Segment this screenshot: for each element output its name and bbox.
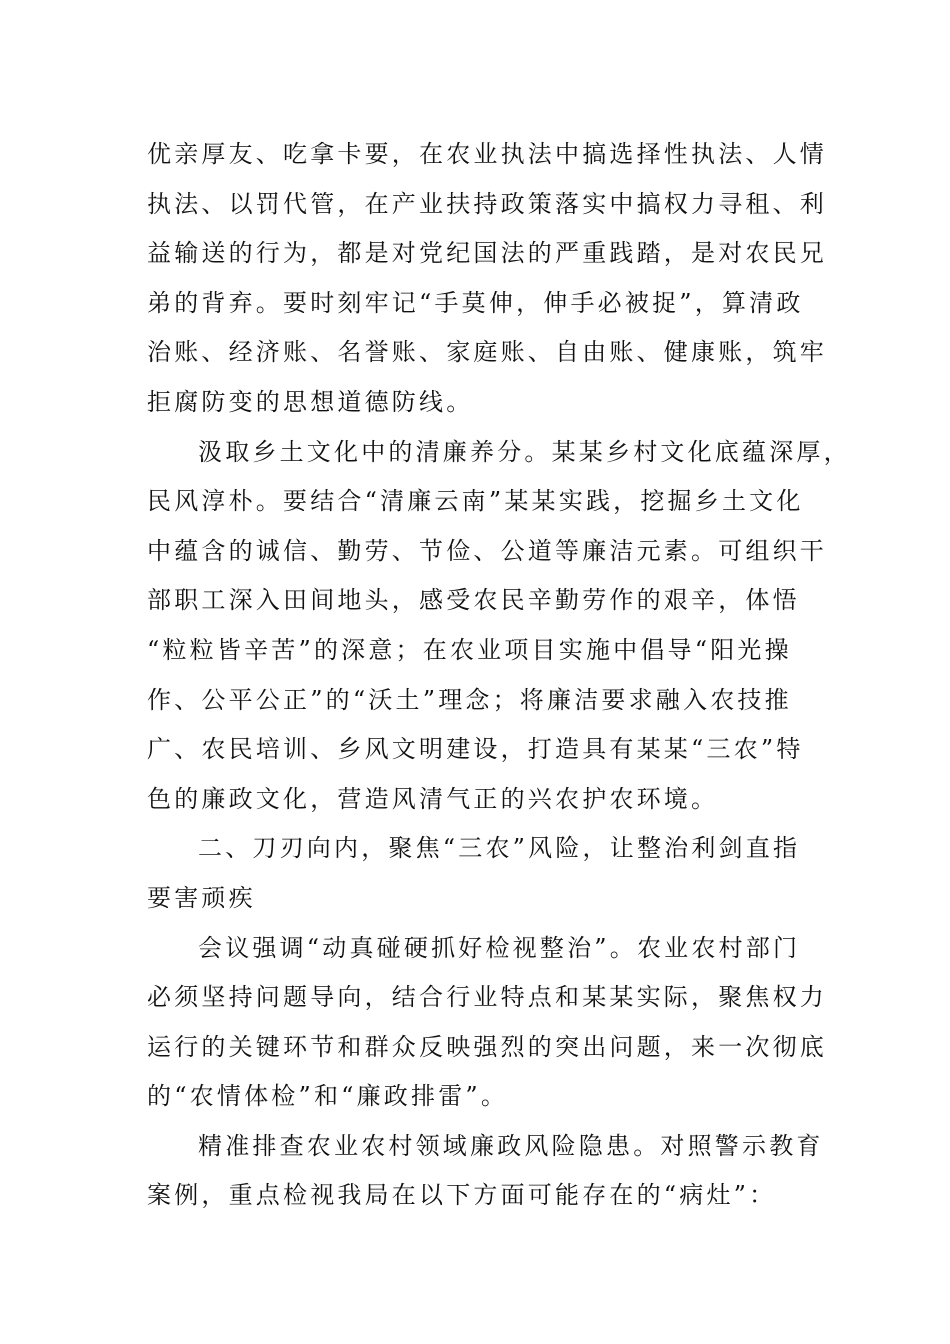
text-line: 拒腐防变的思想道德防线。 (147, 387, 474, 416)
text-line: 民风淳朴。要结合“清廉云南”某某实践，挖掘乡土文化 (147, 487, 804, 516)
text-line: “粒粒皆辛苦”的深意；在农业项目实施中倡导“阳光操 (147, 635, 792, 664)
text-line: 治账、经济账、名誉账、家庭账、自由账、健康账，筑牢 (147, 338, 827, 367)
text-line: 的“农情体检”和“廉政排雷”。 (147, 1082, 509, 1111)
text-line: 部职工深入田间地头，感受农民辛勤劳作的艰辛，体悟 (147, 586, 800, 615)
paragraph-start-line: 精准排查农业农村领域廉政风险隐患。对照警示教育 (198, 1131, 824, 1160)
text-line: 优亲厚友、吃拿卡要，在农业执法中搞选择性执法、人情 (147, 140, 827, 168)
section-heading-line: 二、刀刃向内，聚焦“三农”风险，让整治利剑直指 (198, 834, 801, 863)
text-line: 案例，重点检视我局在以下方面可能存在的“病灶”： (147, 1181, 777, 1210)
section-heading-line: 要害顽疾 (147, 883, 256, 912)
paragraph-start-line: 会议强调“动真碰硬抓好检视整治”。农业农村部门 (198, 933, 801, 962)
text-line: 广、农民培训、乡风文明建设，打造具有某某“三农”特 (147, 735, 804, 764)
text-line: 益输送的行为，都是对党纪国法的严重践踏，是对农民兄 (147, 239, 827, 268)
text-line: 弟的背弃。要时刻牢记“手莫伸，伸手必被捉”，算清政 (147, 288, 804, 317)
document-body (147, 130, 851, 1221)
text-line: 执法、以罚代管，在产业扶持政策落实中搞权力寻租、利 (147, 189, 827, 218)
text-line: 运行的关键环节和群众反映强烈的突出问题，来一次彻底 (147, 1032, 827, 1061)
text-line: 必须坚持问题导向，结合行业特点和某某实际，聚焦权力 (147, 983, 827, 1012)
text-line: 色的廉政文化，营造风清气正的兴农护农环境。 (147, 784, 719, 813)
text-line: 作、公平公正”的“沃土”理念；将廉洁要求融入农技推 (147, 685, 792, 714)
text-line: 中蕴含的诚信、勤劳、节俭、公道等廉洁元素。可组织干 (147, 536, 827, 565)
paragraph-start-line: 汲取乡土文化中的清廉养分。某某乡村文化底蕴深厚， (198, 437, 851, 466)
